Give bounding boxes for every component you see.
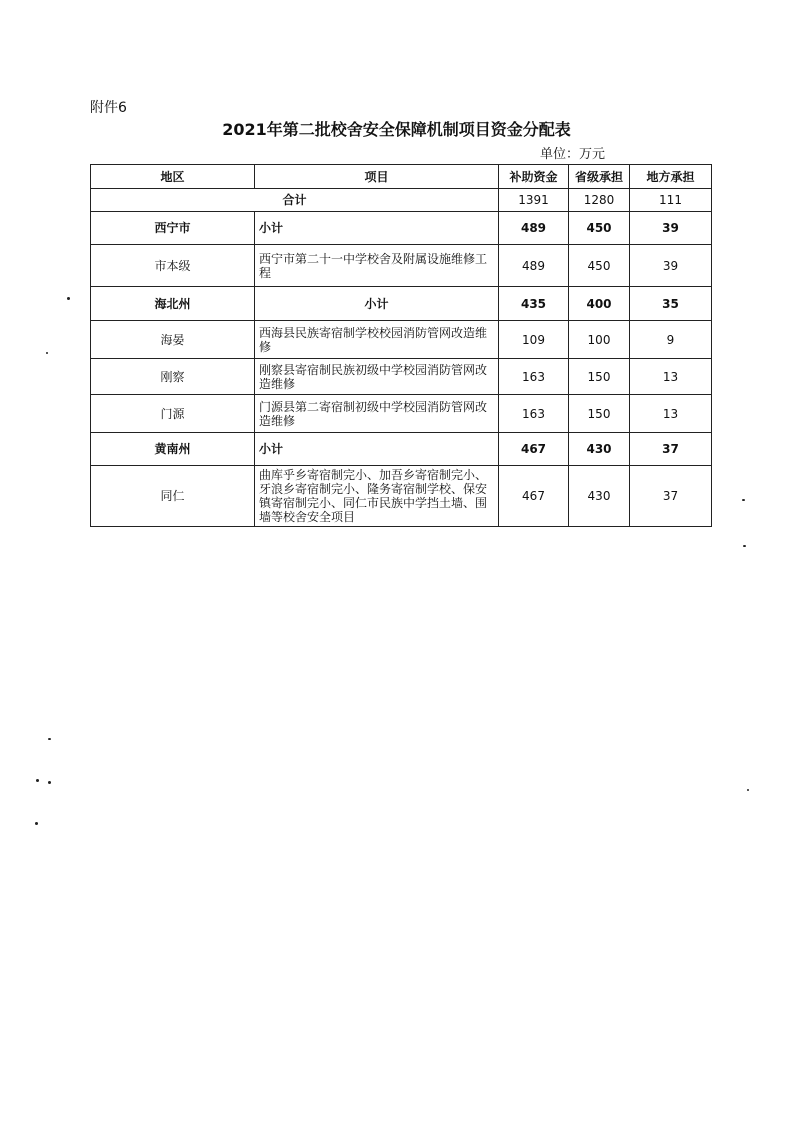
local-cell: 13 — [630, 359, 712, 395]
local-cell: 13 — [630, 395, 712, 433]
region-cell: 同仁 — [91, 466, 255, 527]
project-cell: 小计 — [255, 433, 499, 466]
table-row — [91, 433, 712, 466]
attachment-label: 附件6 — [90, 100, 127, 116]
region-cell: 市本级 — [91, 245, 255, 287]
subsidy-cell: 467 — [499, 433, 569, 466]
scan-speck — [67, 297, 70, 300]
provincial-cell: 430 — [569, 433, 630, 466]
project-cell: 小计 — [255, 212, 499, 245]
header-provincial: 省级承担 — [569, 165, 630, 189]
project-cell: 门源县第二寄宿制初级中学校园消防管网改造维修 — [255, 395, 499, 433]
scan-speck — [36, 779, 39, 782]
local-cell: 35 — [630, 287, 712, 321]
region-cell: 海晏 — [91, 321, 255, 359]
table-row — [91, 359, 712, 395]
document-title: 2021年第二批校舍安全保障机制项目资金分配表 — [222, 120, 571, 139]
project-cell: 小计 — [255, 287, 499, 321]
project-cell: 西宁市第二十一中学校舍及附属设施维修工程 — [255, 245, 499, 287]
unit-label: 单位：万元 — [540, 147, 606, 162]
region-cell: 西宁市 — [91, 212, 255, 245]
provincial-cell: 400 — [569, 287, 630, 321]
region-cell: 门源 — [91, 395, 255, 433]
header-subsidy: 补助资金 — [499, 165, 569, 189]
project-cell: 刚察县寄宿制民族初级中学校园消防管网改造维修 — [255, 359, 499, 395]
local-cell: 39 — [630, 245, 712, 287]
table-row — [91, 321, 712, 359]
table-row — [91, 466, 712, 527]
table-row — [91, 395, 712, 433]
region-cell: 刚察 — [91, 359, 255, 395]
total-provincial: 1280 — [569, 189, 630, 212]
project-cell: 西海县民族寄宿制学校校园消防管网改造维修 — [255, 321, 499, 359]
total-subsidy: 1391 — [499, 189, 569, 212]
subsidy-cell: 435 — [499, 287, 569, 321]
provincial-cell: 150 — [569, 359, 630, 395]
scan-speck — [46, 352, 48, 354]
provincial-cell: 430 — [569, 466, 630, 527]
subsidy-cell: 489 — [499, 212, 569, 245]
scan-speck — [48, 738, 51, 740]
provincial-cell: 100 — [569, 321, 630, 359]
header-region: 地区 — [91, 165, 255, 189]
region-cell: 黄南州 — [91, 433, 255, 466]
subsidy-cell: 109 — [499, 321, 569, 359]
total-local: 111 — [630, 189, 712, 212]
project-cell: 曲库乎乡寄宿制完小、加吾乡寄宿制完小、牙浪乡寄宿制完小、隆务寄宿制学校、保安镇寄宿制完小、同仁市民族中学挡土墙、围墙等校舍安全项目 — [255, 466, 499, 527]
table-header-row — [91, 165, 712, 189]
local-cell: 9 — [630, 321, 712, 359]
local-cell: 39 — [630, 212, 712, 245]
header-project: 项目 — [255, 165, 499, 189]
subsidy-cell: 467 — [499, 466, 569, 527]
funding-table — [90, 164, 712, 527]
provincial-cell: 450 — [569, 212, 630, 245]
scan-speck — [742, 499, 745, 501]
provincial-cell: 450 — [569, 245, 630, 287]
total-label: 合计 — [91, 189, 499, 212]
provincial-cell: 150 — [569, 395, 630, 433]
subsidy-cell: 163 — [499, 359, 569, 395]
total-row — [91, 189, 712, 212]
table-row — [91, 212, 712, 245]
scan-speck — [48, 781, 51, 784]
header-local: 地方承担 — [630, 165, 712, 189]
local-cell: 37 — [630, 466, 712, 527]
region-cell: 海北州 — [91, 287, 255, 321]
scan-speck — [747, 789, 749, 791]
table-row — [91, 245, 712, 287]
table-row — [91, 287, 712, 321]
subsidy-cell: 489 — [499, 245, 569, 287]
scan-speck — [743, 545, 746, 547]
subsidy-cell: 163 — [499, 395, 569, 433]
local-cell: 37 — [630, 433, 712, 466]
scan-speck — [35, 822, 38, 825]
